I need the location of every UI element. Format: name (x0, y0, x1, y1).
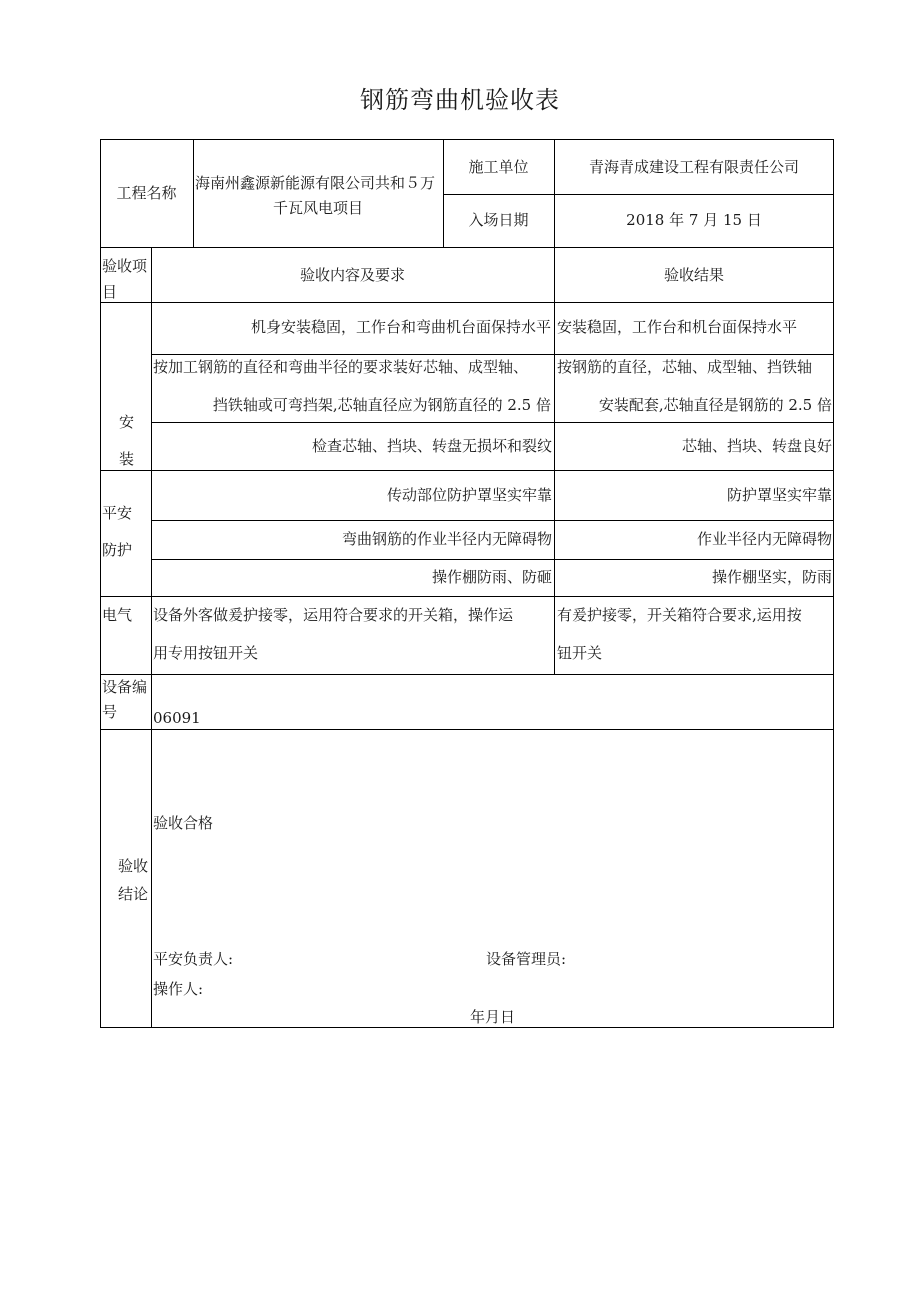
electric-result-line1: 有爰护接零，开关箱符合要求,运用按 (557, 606, 802, 624)
electric-requirement-line1: 设备外客做爰护接零，运用符合要求的开关箱，操作运 (153, 606, 514, 624)
install-row2-requirement-line1: 按加工钢筋的直径和弯曲半径的要求装好芯轴、成型轴、 (153, 358, 529, 376)
safety-person-label: 平安负责人: (153, 950, 234, 968)
install-row2-result-line2: 安装配套,芯轴直径是钢筋的 2.5 倍 (598, 396, 832, 414)
conclusion-label-line2: 结论 (118, 885, 149, 903)
safety-row2-result: 作业半径内无障碍物 (696, 530, 832, 548)
page-title: 钢筋弯曲机验收表 (360, 86, 560, 114)
install-row2-requirement-line2: 挡铁轴或可弯挡架,芯轴直径应为钢筋直径的 2.5 倍 (212, 396, 551, 414)
safety-row3-result: 操作棚坚实，防雨 (711, 568, 832, 586)
safety-row1-requirement: 传动部位防护罩坚实牢靠 (386, 486, 552, 504)
safety-label-1: 平安 (102, 504, 133, 522)
install-row3-result: 芯轴、挡块、转盘良好 (681, 437, 832, 455)
grid-line (100, 596, 834, 597)
install-label-2: 装 (119, 450, 135, 468)
entry-date-label: 入场日期 (468, 211, 529, 229)
operator-label: 操作人: (153, 980, 204, 998)
entry-date-value: 2018 年 7 月 15 日 (626, 211, 762, 229)
equipment-label-line2: 号 (102, 703, 118, 721)
item-header-line2: 目 (102, 283, 118, 301)
grid-line (100, 674, 834, 675)
equipment-number: 06091 (153, 709, 201, 727)
grid-line (151, 559, 834, 560)
equipment-manager-label: 设备管理员: (486, 950, 567, 968)
grid-line (554, 139, 555, 247)
grid-line (193, 139, 194, 247)
conclusion-value: 验收合格 (153, 814, 214, 832)
electric-result-line2: 钮开关 (557, 644, 603, 662)
electric-label: 电气 (102, 606, 133, 624)
install-row1-result: 安装稳固，工作台和机台面保持水平 (557, 318, 798, 336)
contractor-label: 施工单位 (468, 158, 529, 176)
grid-line (100, 302, 834, 303)
date-label: 年月日 (470, 1008, 516, 1026)
project-name-line2: 千瓦风电项目 (272, 199, 363, 217)
contractor-value: 青海青成建设工程有限责任公司 (588, 158, 799, 176)
grid-line (151, 354, 834, 355)
result-header: 验收结果 (663, 266, 724, 284)
project-name-label: 工程名称 (116, 184, 177, 202)
grid-line (443, 139, 444, 247)
grid-line (100, 470, 834, 471)
grid-line (554, 247, 555, 674)
install-label-1: 安 (119, 413, 135, 431)
grid-line (151, 520, 834, 521)
safety-row2-requirement: 弯曲钢筋的作业半径内无障碍物 (341, 530, 552, 548)
safety-row3-requirement: 操作棚防雨、防砸 (431, 568, 552, 586)
install-row3-requirement: 检查芯轴、挡块、转盘无损坏和裂纹 (311, 437, 552, 455)
install-row1-requirement: 机身安装稳固，工作台和弯曲机台面保持水平 (250, 318, 551, 336)
install-row2-result-line1: 按钢筋的直径，芯轴、成型轴、挡铁轴 (557, 358, 813, 376)
grid-line (100, 729, 834, 730)
item-header-line1: 验收项 (102, 257, 148, 275)
content-header: 验收内容及要求 (299, 266, 405, 284)
conclusion-label-line1: 验收 (118, 857, 149, 875)
grid-line (100, 247, 834, 248)
equipment-label-line1: 设备编 (102, 678, 148, 696)
safety-row1-result: 防护罩坚实牢靠 (726, 486, 832, 504)
grid-line (443, 194, 834, 195)
project-name-line1: 海南州鑫源新能源有限公司共和５万 (195, 174, 436, 192)
grid-line (151, 247, 152, 1028)
grid-line (151, 422, 834, 423)
electric-requirement-line2: 用专用按钮开关 (153, 644, 259, 662)
safety-label-2: 防护 (102, 541, 133, 559)
